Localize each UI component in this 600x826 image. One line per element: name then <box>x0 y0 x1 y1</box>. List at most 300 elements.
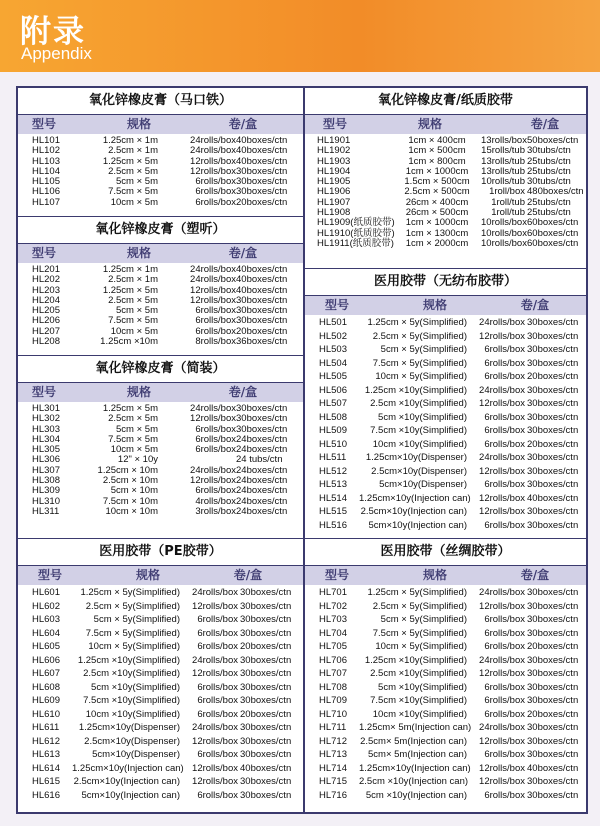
cell-pack-boxes: 30boxes/ctn <box>240 654 292 666</box>
cell-model: HL105 <box>32 176 60 188</box>
section-title: 医用胶带（无纺布胶带） <box>305 268 586 296</box>
cell-spec: 10cm × 10m <box>105 505 158 517</box>
cell-pack-rolls: 12rolls/box <box>192 776 238 787</box>
cell-model: HL303 <box>32 423 60 435</box>
cell-pack-boxes: 30tubs/ctn <box>527 176 571 188</box>
cell-model: HL613 <box>32 749 60 760</box>
cell-model: HL308 <box>32 475 60 487</box>
table-row <box>18 694 303 708</box>
cell-pack-rolls: 6rolls/box <box>197 708 238 720</box>
cell-model: HL505 <box>319 371 347 382</box>
cell-model: HL1909(纸质胶带) <box>317 217 395 229</box>
table-body <box>18 585 303 802</box>
cell-spec: 2.5cm×10y(Injection can) <box>73 776 180 787</box>
cell-pack-rolls: 10rolls/tub <box>481 176 525 188</box>
cell-pack-rolls: 6rolls/box <box>484 411 525 423</box>
cell-pack-boxes: 30boxes/ctn <box>527 789 579 801</box>
column-header-pack: 卷/盒 <box>228 117 258 131</box>
cell-model: HL601 <box>32 587 60 598</box>
cell-model: HL703 <box>319 614 347 625</box>
cell-spec: 1cm × 500cm <box>408 145 466 157</box>
cell-pack-boxes: 30boxes/ctn <box>240 681 292 693</box>
cell-pack-rolls: 6rolls/box <box>484 641 525 652</box>
cell-pack-rolls: 24rolls/box <box>479 384 525 396</box>
cell-pack-boxes: 30boxes/ctn <box>527 317 579 328</box>
cell-model: HL701 <box>319 587 347 598</box>
cell-pack-boxes: 24 tubs/ctn <box>236 454 283 466</box>
table-row <box>18 775 303 789</box>
table-row <box>305 775 586 789</box>
cell-model: HL611 <box>32 722 60 733</box>
cell-model: HL716 <box>319 789 347 801</box>
cell-pack-boxes: 30boxes/ctn <box>527 506 579 517</box>
cell-spec: 2.5cm × 5m <box>108 413 158 425</box>
cell-spec: 26cm × 500cm <box>405 207 469 219</box>
cell-pack-boxes: 30boxes/ctn <box>527 749 579 760</box>
cell-model: HL504 <box>319 357 347 369</box>
cell-pack-boxes: 40boxes/ctn <box>236 145 288 157</box>
cell-model: HL612 <box>32 735 60 747</box>
column-header-model: 型号 <box>38 568 63 582</box>
cell-pack-boxes: 30boxes/ctn <box>527 479 579 490</box>
cell-model: HL706 <box>319 654 347 666</box>
cell-pack-boxes: 30boxes/ctn <box>527 614 579 625</box>
table-body <box>18 134 303 208</box>
cell-pack-boxes: 24boxes/ctn <box>236 464 288 476</box>
cell-pack-rolls: 24rolls/box <box>190 464 236 476</box>
cell-model: HL202 <box>32 274 60 286</box>
section-title: 氧化锌橡皮膏（塑听） <box>18 216 303 244</box>
table-row <box>305 478 586 492</box>
table-row <box>305 384 586 398</box>
cell-pack-rolls: 12rolls/box <box>479 600 525 612</box>
cell-pack-boxes: 30boxes/ctn <box>236 165 288 177</box>
cell-model: HL509 <box>319 425 347 436</box>
cell-model: HL207 <box>32 325 60 337</box>
cell-spec: 1cm × 800cm <box>408 155 466 167</box>
cell-model: HL302 <box>32 413 60 425</box>
cell-pack-rolls: 6rolls/box <box>484 519 525 531</box>
table-row <box>18 600 303 614</box>
cell-spec: 1.25cm ×10m <box>100 336 158 348</box>
table-row <box>305 451 586 465</box>
section-s5 <box>305 88 586 268</box>
cell-spec: 7.5cm × 5y(Simplified) <box>372 627 467 639</box>
cell-spec: 1cm × 1300cm <box>405 227 469 239</box>
cell-pack-rolls: 6rolls/box <box>195 315 236 327</box>
cell-pack-rolls: 24rolls/box <box>190 145 236 157</box>
cell-spec: 2.5cm×10y(Dispenser) <box>371 465 467 477</box>
cell-pack-rolls: 24rolls/box <box>479 317 525 328</box>
column-header-model: 型号 <box>325 298 350 312</box>
cell-pack-rolls: 12rolls/box <box>479 668 525 679</box>
cell-model: HL713 <box>319 749 347 760</box>
cell-pack-rolls: 13rolls/tub <box>481 165 525 177</box>
column-header-model: 型号 <box>32 385 57 399</box>
cell-spec: 10cm ×10y(Simplified) <box>85 708 180 720</box>
cell-model: HL1910(纸质胶带) <box>317 227 395 239</box>
table-row <box>305 694 586 708</box>
table-row <box>305 465 586 479</box>
cell-model: HL603 <box>32 614 60 625</box>
cell-spec: 1.25cm×10y(Injection can) <box>72 762 184 774</box>
cell-model: HL1904 <box>317 165 351 177</box>
cell-model: HL503 <box>319 344 347 355</box>
cell-pack-rolls: 6rolls/box <box>195 186 236 198</box>
cell-pack-rolls: 1roll/tub <box>491 207 525 219</box>
cell-pack-boxes: 20boxes/ctn <box>236 196 288 208</box>
cell-pack-boxes: 20boxes/ctn <box>527 708 579 720</box>
column-header-spec: 规格 <box>417 117 442 131</box>
cell-pack-boxes: 40boxes/ctn <box>240 762 292 774</box>
section-s4 <box>18 538 303 812</box>
table-row <box>305 505 586 519</box>
cell-pack-rolls: 12rolls/box <box>192 600 238 612</box>
cell-spec: 1.25cm × 5y(Simplified) <box>367 587 467 598</box>
column-header-pack: 卷/盒 <box>228 385 258 399</box>
cell-spec: 5cm × 10m <box>110 485 158 497</box>
cell-pack-rolls: 24rolls/box <box>190 264 236 275</box>
cell-model: HL711 <box>319 722 347 733</box>
cell-spec: 5cm ×10y(Simplified) <box>91 681 180 693</box>
cell-pack-rolls: 10rolls/box <box>481 227 527 239</box>
section-title: 医用胶带（PE胶带） <box>18 538 303 566</box>
column-header-spec: 规格 <box>126 117 151 131</box>
cell-pack-rolls: 24rolls/box <box>192 722 238 733</box>
table-row <box>305 600 586 614</box>
cell-model: HL704 <box>319 627 347 639</box>
cell-spec: 5cm×10y(Dispenser) <box>379 479 467 490</box>
cell-pack-boxes: 30boxes/ctn <box>240 668 292 679</box>
cell-model: HL106 <box>32 186 60 198</box>
column-header-spec: 规格 <box>135 568 160 582</box>
cell-model: HL204 <box>32 294 60 306</box>
cell-pack-boxes: 50boxes/ctn <box>527 135 579 146</box>
table-row <box>305 613 586 627</box>
table-row <box>305 438 586 452</box>
cell-model: HL101 <box>32 135 60 146</box>
cell-model: HL507 <box>319 398 347 409</box>
cell-spec: 1cm × 1000cm <box>405 217 469 229</box>
cell-spec: 1.25cm × 5y(Simplified) <box>367 317 467 328</box>
table-row <box>18 586 303 600</box>
cell-model: HL1903 <box>317 155 351 167</box>
page-subtitle: Appendix <box>21 44 92 63</box>
column-header-row <box>18 383 303 402</box>
cell-pack-boxes: 40boxes/ctn <box>236 135 288 146</box>
cell-model: HL709 <box>319 695 347 706</box>
column-header-pack: 卷/盒 <box>520 568 550 582</box>
cell-model: HL608 <box>32 681 60 693</box>
cell-spec: 2.5cm× 5m(Injection can) <box>360 735 467 747</box>
cell-pack-boxes: 24boxes/ctn <box>236 505 288 517</box>
cell-pack-rolls: 12rolls/box <box>190 413 236 425</box>
cell-pack-rolls: 1roll/tub <box>491 196 525 208</box>
table-row <box>305 357 586 371</box>
cell-model: HL604 <box>32 627 60 639</box>
cell-spec: 26cm × 400cm <box>405 196 469 208</box>
cell-pack-rolls: 6rolls/box <box>484 614 525 625</box>
cell-pack-rolls: 8rolls/box <box>195 336 236 348</box>
table-row <box>305 424 586 438</box>
column-header-row <box>18 566 303 585</box>
cell-pack-boxes: 30boxes/ctn <box>527 654 579 666</box>
table-row <box>18 748 303 762</box>
cell-pack-boxes: 30boxes/ctn <box>527 398 579 409</box>
cell-pack-boxes: 30boxes/ctn <box>527 735 579 747</box>
cell-spec: 1.25cm × 1m <box>102 135 158 146</box>
cell-pack-boxes: 20boxes/ctn <box>240 708 292 720</box>
cell-spec: 1.25cm × 5m <box>102 403 158 414</box>
cell-pack-boxes: 25tubs/ctn <box>527 207 571 219</box>
column-header-row <box>305 296 586 315</box>
cell-pack-boxes: 40boxes/ctn <box>527 492 579 504</box>
cell-model: HL705 <box>319 641 347 652</box>
cell-pack-boxes: 20boxes/ctn <box>240 641 292 652</box>
cell-model: HL511 <box>319 452 347 463</box>
table-row <box>18 640 303 654</box>
cell-pack-boxes: 30boxes/ctn <box>527 519 579 531</box>
cell-pack-boxes: 24boxes/ctn <box>236 495 288 507</box>
cell-pack-rolls: 6rolls/box <box>484 438 525 450</box>
section-title: 医用胶带（丝绸胶带） <box>305 538 586 566</box>
cell-model: HL102 <box>32 145 60 157</box>
cell-pack-boxes: 40boxes/ctn <box>236 264 288 275</box>
cell-pack-rolls: 6rolls/box <box>195 325 236 337</box>
cell-spec: 2.5cm × 5y(Simplified) <box>372 330 467 342</box>
cell-model: HL1902 <box>317 145 351 157</box>
cell-spec: 1.25cm × 5y(Simplified) <box>80 587 180 598</box>
cell-pack-rolls: 6rolls/box <box>197 789 238 801</box>
cell-model: HL607 <box>32 668 60 679</box>
header-banner <box>0 0 600 72</box>
cell-spec: 10cm × 5y(Simplified) <box>375 371 467 382</box>
cell-pack-boxes: 30boxes/ctn <box>527 357 579 369</box>
section-s2 <box>18 216 303 355</box>
column-header-spec: 规格 <box>422 298 447 312</box>
page-title: 附录 <box>20 14 86 50</box>
cell-pack-boxes: 30boxes/ctn <box>236 294 288 306</box>
cell-pack-boxes: 30boxes/ctn <box>236 423 288 435</box>
cell-spec: 10cm ×10y(Simplified) <box>372 708 467 720</box>
cell-spec: 2.5cm ×10y(Simplified) <box>370 398 467 409</box>
cell-pack-rolls: 12rolls/box <box>479 776 525 787</box>
cell-spec: 1.25cm ×10y(Simplified) <box>364 654 467 666</box>
cell-spec: 7.5cm ×10y(Simplified) <box>370 695 467 706</box>
cell-pack-rolls: 12rolls/box <box>190 294 236 306</box>
cell-spec: 10cm × 5m <box>110 444 158 456</box>
cell-pack-rolls: 6rolls/box <box>484 789 525 801</box>
cell-pack-rolls: 10rolls/box <box>481 237 527 249</box>
cell-pack-rolls: 24rolls/box <box>192 654 238 666</box>
cell-model: HL301 <box>32 403 60 414</box>
cell-spec: 2.5cm × 5m <box>108 165 158 177</box>
cell-pack-rolls: 6rolls/box <box>484 708 525 720</box>
cell-spec: 1.25cm×10y(Dispenser) <box>365 452 467 463</box>
cell-model: HL707 <box>319 668 347 679</box>
product-table-frame <box>16 86 588 814</box>
cell-pack-boxes: 30boxes/ctn <box>240 600 292 612</box>
table-row <box>18 627 303 641</box>
table-row <box>305 370 586 384</box>
column-header-spec: 规格 <box>422 568 447 582</box>
cell-model: HL203 <box>32 284 60 296</box>
cell-pack-rolls: 12rolls/box <box>190 155 236 167</box>
column-header-model: 型号 <box>323 117 348 131</box>
cell-spec: 1.25cm×10y(Injection can) <box>359 492 471 504</box>
column-header-pack: 卷/盒 <box>520 298 550 312</box>
cell-model: HL309 <box>32 485 60 497</box>
cell-pack-rolls: 24rolls/box <box>479 587 525 598</box>
cell-pack-boxes: 60boxes/ctn <box>527 237 579 249</box>
cell-pack-boxes: 30boxes/ctn <box>236 413 288 425</box>
cell-pack-boxes: 40boxes/ctn <box>236 155 288 167</box>
table-body <box>305 134 586 249</box>
cell-model: HL306 <box>32 454 60 466</box>
cell-pack-boxes: 30boxes/ctn <box>240 735 292 747</box>
cell-pack-boxes: 30boxes/ctn <box>527 587 579 598</box>
cell-model: HL616 <box>32 789 60 801</box>
cell-pack-boxes: 30boxes/ctn <box>527 695 579 706</box>
cell-spec: 1.25cm ×10y(Simplified) <box>364 384 467 396</box>
cell-pack-rolls: 12rolls/box <box>190 165 236 177</box>
cell-pack-rolls: 24rolls/box <box>190 274 236 286</box>
cell-spec: 2.5cm ×10y(Injection can) <box>359 776 469 787</box>
cell-spec: 7.5cm × 5m <box>108 186 158 198</box>
cell-spec: 10cm × 5m <box>110 325 158 337</box>
cell-pack-rolls: 15rolls/tub <box>481 145 525 157</box>
table-row <box>18 507 303 517</box>
cell-pack-boxes: 30boxes/ctn <box>240 776 292 787</box>
cell-spec: 2.5cm × 1m <box>108 274 158 286</box>
cell-pack-rolls: 6rolls/box <box>195 305 236 317</box>
cell-spec: 5cm×10y(Injection can) <box>81 789 180 801</box>
cell-spec: 7.5cm × 5m <box>108 433 158 445</box>
cell-spec: 1.25cm × 5m <box>102 155 158 167</box>
cell-pack-rolls: 6rolls/box <box>484 371 525 382</box>
cell-pack-boxes: 30boxes/ctn <box>240 789 292 801</box>
table-row <box>18 198 303 208</box>
column-header-model: 型号 <box>325 568 350 582</box>
table-row <box>18 667 303 681</box>
section-s1 <box>18 88 303 216</box>
cell-pack-rolls: 12rolls/box <box>479 465 525 477</box>
table-body <box>18 402 303 517</box>
cell-pack-rolls: 13rolls/box <box>481 135 527 146</box>
cell-pack-boxes: 30boxes/ctn <box>240 695 292 706</box>
cell-pack-boxes: 30boxes/ctn <box>527 668 579 679</box>
cell-model: HL206 <box>32 315 60 327</box>
cell-spec: 2.5cm×10y(Injection can) <box>360 506 467 517</box>
cell-spec: 5cm × 5m <box>116 423 158 435</box>
cell-pack-rolls: 6rolls/box <box>195 485 236 497</box>
cell-pack-boxes: 30boxes/ctn <box>527 776 579 787</box>
cell-pack-boxes: 30boxes/ctn <box>236 186 288 198</box>
cell-pack-rolls: 6rolls/box <box>197 627 238 639</box>
cell-pack-boxes: 40boxes/ctn <box>527 762 579 774</box>
column-header-spec: 规格 <box>126 385 151 399</box>
cell-pack-boxes: 30boxes/ctn <box>527 330 579 342</box>
cell-spec: 5cm×10y(Injection can) <box>368 519 467 531</box>
cell-pack-boxes: 20boxes/ctn <box>527 438 579 450</box>
cell-pack-rolls: 12rolls/box <box>479 492 525 504</box>
cell-pack-rolls: 6rolls/box <box>197 695 238 706</box>
table-row <box>305 239 586 249</box>
table-row <box>305 627 586 641</box>
column-header-model: 型号 <box>32 246 57 260</box>
section-s7 <box>305 538 586 812</box>
cell-spec: 5cm × 5m <box>116 176 158 188</box>
table-row <box>305 330 586 344</box>
cell-pack-rolls: 6rolls/box <box>484 344 525 355</box>
cell-model: HL605 <box>32 641 60 652</box>
cell-spec: 2.5cm × 500cm <box>404 186 470 198</box>
cell-spec: 1.5cm × 500cm <box>404 176 470 188</box>
cell-model: HL1911(纸质胶带) <box>317 237 394 249</box>
cell-pack-boxes: 30boxes/ctn <box>240 627 292 639</box>
table-row <box>18 681 303 695</box>
cell-spec: 2.5cm × 1m <box>108 145 158 157</box>
cell-spec: 10cm × 5y(Simplified) <box>375 641 467 652</box>
cell-spec: 1cm × 2000cm <box>405 237 469 249</box>
cell-spec: 10cm ×10y(Simplified) <box>372 438 467 450</box>
column-header-row <box>18 115 303 134</box>
cell-pack-rolls: 6rolls/box <box>195 176 236 188</box>
cell-pack-boxes: 30boxes/ctn <box>527 722 579 733</box>
cell-model: HL609 <box>32 695 60 706</box>
cell-pack-boxes: 30boxes/ctn <box>527 681 579 693</box>
cell-model: HL304 <box>32 433 60 445</box>
cell-pack-rolls: 12rolls/box <box>479 762 525 774</box>
cell-pack-boxes: 30boxes/ctn <box>236 305 288 317</box>
cell-pack-rolls: 24rolls/box <box>190 135 236 146</box>
cell-model: HL1905 <box>317 176 351 188</box>
cell-model: HL1907 <box>317 196 351 208</box>
cell-model: HL614 <box>32 762 60 774</box>
cell-pack-boxes: 30boxes/ctn <box>527 465 579 477</box>
cell-pack-rolls: 6rolls/box <box>195 196 236 208</box>
cell-pack-boxes: 24boxes/ctn <box>236 433 288 445</box>
cell-spec: 7.5cm ×10y(Simplified) <box>83 695 180 706</box>
cell-pack-rolls: 24rolls/box <box>190 403 236 414</box>
table-row <box>305 681 586 695</box>
cell-spec: 1.25cm × 5m <box>102 284 158 296</box>
cell-pack-rolls: 12rolls/box <box>479 506 525 517</box>
cell-spec: 5cm × 5m <box>116 305 158 317</box>
cell-model: HL501 <box>319 317 347 328</box>
cell-pack-boxes: 30boxes/ctn <box>527 600 579 612</box>
cell-pack-boxes: 30boxes/ctn <box>240 614 292 625</box>
cell-pack-rolls: 24rolls/box <box>479 452 525 463</box>
cell-pack-rolls: 12rolls/box <box>479 735 525 747</box>
cell-model: HL1901 <box>317 135 351 146</box>
cell-pack-boxes: 25tubs/ctn <box>527 165 571 177</box>
column-header-spec: 规格 <box>126 246 151 260</box>
column-header-pack: 卷/盒 <box>233 568 263 582</box>
cell-model: HL502 <box>319 330 347 342</box>
cell-pack-rolls: 12rolls/box <box>479 398 525 409</box>
cell-pack-boxes: 20boxes/ctn <box>236 325 288 337</box>
table-row <box>305 586 586 600</box>
table-row <box>18 337 303 347</box>
column-header-pack: 卷/盒 <box>530 117 560 131</box>
cell-model: HL205 <box>32 305 60 317</box>
cell-spec: 2.5cm × 10m <box>102 475 158 487</box>
cell-pack-boxes: 24boxes/ctn <box>236 485 288 497</box>
table-row <box>305 748 586 762</box>
cell-pack-rolls: 12rolls/box <box>479 330 525 342</box>
cell-pack-rolls: 12rolls/box <box>190 475 236 487</box>
